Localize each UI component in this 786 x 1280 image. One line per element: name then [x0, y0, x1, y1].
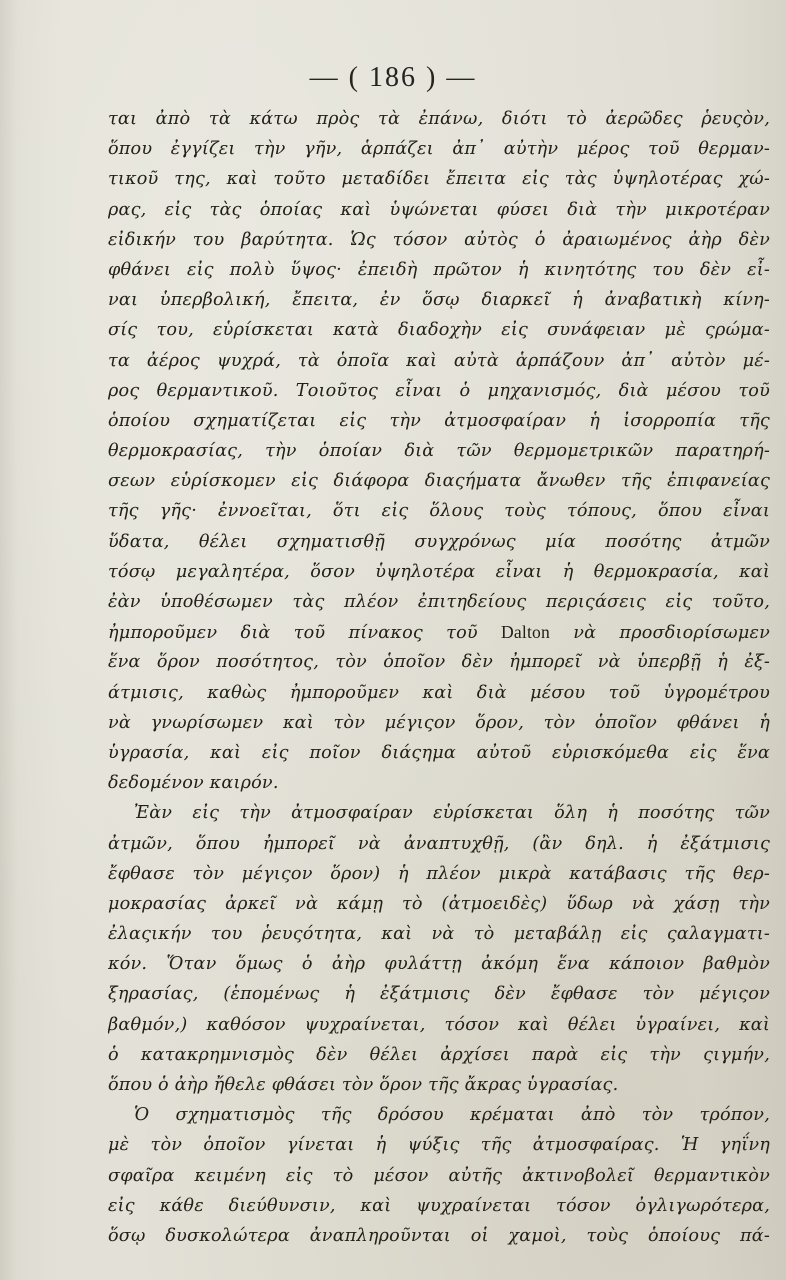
text-line: ται ἀπὸ τὰ κάτω πρὸς τὰ ἐπάνω, διότι τὸ ἀερῶδες ῥευςὸν,	[108, 109, 770, 129]
text-line: θερμοκρασίας, τὴν ὁποίαν διὰ τῶν θερμομετρικῶν παρατηρή-	[108, 441, 770, 462]
text-line: ρας, εἰς τὰς ὁποίας καὶ ὑψώνεται φύσει διὰ τὴν μικροτέραν	[108, 199, 770, 220]
text-line: ὅπου ἐγγίζει τὴν γῆν, ἁρπάζει ἀπ᾽ αὐτὴν μέρος τοῦ θερμαν-	[108, 139, 770, 160]
text-line: μὲ τὸν ὁποῖον γίνεται ἡ ψύξις τῆς ἀτμοσφαίρας. Ἡ γηΐνη	[108, 1135, 770, 1156]
text-line: τα ἀέρος ψυχρά, τὰ ὁποῖα καὶ αὐτὰ ἁρπάζουν ἀπ᾽ αὐτὸν μέ-	[108, 350, 770, 371]
text-line: Ἐὰν εἰς τὴν ἀτμοσφαίραν εὑρίσκεται ὅλη ἡ ποσότης τῶν	[134, 803, 770, 824]
text-line: τικοῦ της, καὶ τοῦτο μεταδίδει ἔπειτα εἰς τὰς ὑψηλοτέρας χώ-	[108, 169, 770, 190]
text-line: σφαῖρα κειμένη εἰς τὸ μέσον αὐτῆς ἀκτινοβολεῖ θερμαντικὸν	[108, 1165, 770, 1186]
text-line: ὁ κατακρημνισμὸς δὲν θέλει ἀρχίσει παρὰ εἰς τὴν ςιγμήν,	[108, 1044, 770, 1065]
text-line: εἰς κάθε διεύθυνσιν, καὶ ψυχραίνεται τόσον ὀγλιγωρότερα,	[108, 1195, 770, 1216]
text-line: ἕνα ὅρον ποσότητος, τὸν ὁποῖον δὲν ἠμπορεῖ νὰ ὑπερβῇ ἡ ἐξ-	[108, 652, 770, 673]
text-line: ὅπου ὁ ἀὴρ ἤθελε φθάσει τὸν ὅρον τῆς ἄκρας ὑγρασίας.	[108, 1075, 619, 1095]
text-line: ὅσῳ δυσκολώτερα ἀναπληροῦνται οἱ χαμοὶ, τοὺς ὁποίους πά-	[108, 1225, 770, 1246]
text-line: δεδομένον καιρόν.	[108, 773, 279, 794]
body-text	[108, 104, 770, 1251]
text-line: κόν. Ὅταν ὅμως ὁ ἀὴρ φυλάττῃ ἀκόμη ἕνα κάποιον βαθμὸν	[108, 954, 770, 975]
text-line: Ὁ σχηματισμὸς τῆς δρόσου κρέμαται ἀπὸ τὸν τρόπον,	[134, 1105, 770, 1126]
text-line: φθάνει εἰς πολὺ ὕψος· ἐπειδὴ πρῶτον ἡ κινητότης του δὲν εἶ-	[108, 259, 770, 280]
text-line: βαθμόν,) καθόσον ψυχραίνεται, τόσον καὶ θέλει ὑγραίνει, καὶ	[108, 1014, 770, 1035]
text-line: σεων εὑρίσκομεν εἰς διάφορα διαςήματα ἄνωθεν τῆς ἐπιφανείας	[108, 471, 770, 492]
text-line: εἰδικήν του βαρύτητα. Ὡς τόσον αὐτὸς ὁ ἀραιωμένος ἀὴρ δὲν	[108, 229, 770, 250]
text-line: ξηρασίας, (ἑπομένως ἡ ἐξάτμισις δὲν ἔφθασε τὸν μέγιςον	[108, 984, 770, 1005]
text-line: ἔφθασε τὸν μέγιςον ὅρον) ἡ πλέον μικρὰ κατάβασις τῆς θερ-	[108, 863, 770, 884]
text-line: άτμισις, καθὼς ἠμποροῦμεν καὶ διὰ μέσου τοῦ ὑγρομέτρου	[108, 682, 770, 703]
text-line: ἠμποροῦμεν διὰ τοῦ πίνακος τοῦ Dalton νὰ προσδιορίσωμεν	[108, 622, 770, 644]
text-line: ἐλαςικήν του ῥευςότητα, καὶ νὰ τὸ μεταβάλῃ εἰς ςαλαγματι-	[108, 924, 770, 945]
text-line: ἐὰν ὑποθέσωμεν τὰς πλέον ἐπιτηδείους περιςάσεις εἰς τοῦτο,	[108, 592, 770, 612]
text-line: ὁποίου σχηματίζεται εἰς τὴν ἀτμοσφαίραν ἡ ἰσορροπία τῆς	[108, 410, 770, 431]
text-line: ἀτμῶν, ὅπου ἠμπορεῖ νὰ ἀναπτυχθῇ, (ἂν δηλ. ἡ ἐξάτμισις	[108, 833, 770, 854]
text-line: σίς του, εὑρίσκεται κατὰ διαδοχὴν εἰς συνάφειαν μὲ ςρώμα-	[108, 320, 770, 341]
text-line: τόσῳ μεγαλητέρα, ὅσον ὑψηλοτέρα εἶναι ἡ θερμοκρασία, καὶ	[108, 561, 770, 582]
page-number: — ( 186 ) —	[309, 62, 477, 93]
text-line: ρος θερμαντικοῦ. Τοιοῦτος εἶναι ὁ μηχανισμός, διὰ μέσου τοῦ	[108, 380, 770, 401]
text-line: μοκρασίας ἀρκεῖ νὰ κάμῃ τὸ (ἀτμοειδὲς) ὕδωρ νὰ χάσῃ τὴν	[108, 893, 770, 914]
text-line: τῆς γῆς· ἐννοεῖται, ὅτι εἰς ὅλους τοὺς τόπους, ὅπου εἶναι	[108, 501, 770, 522]
text-line: νὰ γνωρίσωμεν καὶ τὸν μέγιςον ὅρον, τὸν ὁποῖον φθάνει ἡ	[108, 712, 770, 733]
text-line: ναι ὑπερβολική, ἔπειτα, ἐν ὅσῳ διαρκεῖ ἡ ἀναβατικὴ κίνη-	[108, 290, 770, 311]
text-line: ὑγρασία, καὶ εἰς ποῖον διάςημα αὐτοῦ εὑρισκόμεθα εἰς ἕνα	[108, 742, 770, 763]
text-line: ὕδατα, θέλει σχηματισθῇ συγχρόνως μία ποσότης ἀτμῶν	[108, 531, 770, 552]
